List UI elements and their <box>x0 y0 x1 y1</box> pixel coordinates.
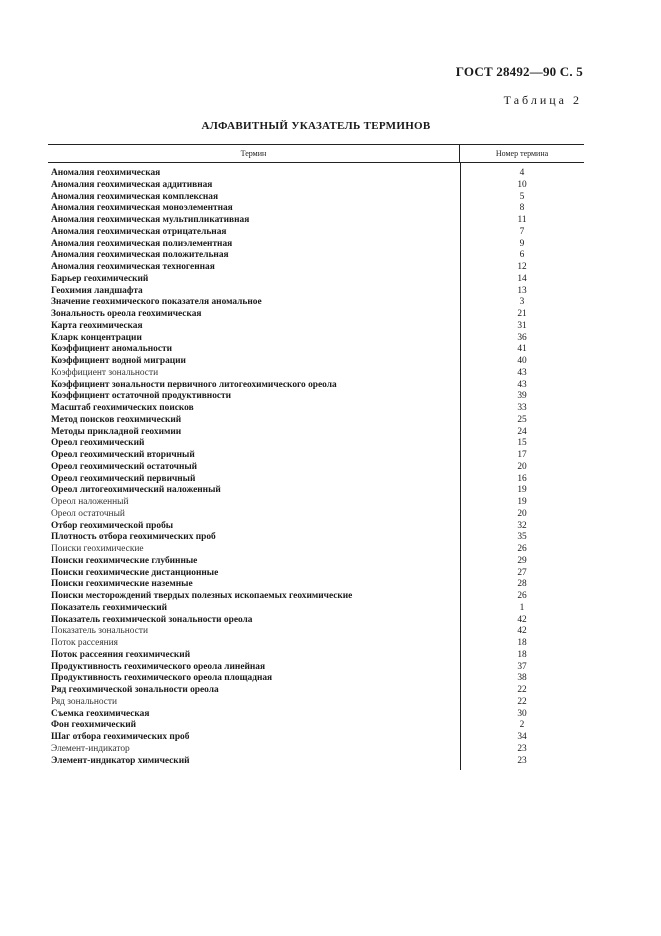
term-cell: Элемент-индикатор <box>51 743 130 754</box>
table-body <box>48 163 584 767</box>
term-cell: Ореол геохимический первичный <box>51 473 196 484</box>
table-row <box>48 591 584 603</box>
term-number-cell: 33 <box>517 403 527 413</box>
table-row <box>48 321 584 333</box>
term-number-cell: 39 <box>517 391 527 402</box>
term-number-cell: 10 <box>517 179 527 190</box>
term-number-cell: 19 <box>517 485 527 496</box>
term-cell: Аномалия геохимическая аддитивная <box>51 179 213 190</box>
table-row <box>48 239 584 251</box>
term-number-cell: 32 <box>517 520 527 531</box>
term-cell: Ряд зональности <box>51 696 118 707</box>
term-number-cell: 37 <box>517 661 527 672</box>
table-row <box>48 368 584 380</box>
term-cell: Поиски геохимические наземные <box>51 579 193 590</box>
term-cell: Ореол геохимический остаточный <box>51 461 198 472</box>
term-cell: Ореол геохимический <box>51 438 145 449</box>
term-number-cell: 11 <box>517 215 527 225</box>
term-number-cell: 23 <box>517 743 527 754</box>
term-cell: Зональность ореола геохимическая <box>51 309 202 319</box>
term-number-cell: 43 <box>517 367 527 378</box>
table-row <box>48 673 584 685</box>
term-number-cell: 16 <box>517 473 527 484</box>
table-row <box>48 180 584 192</box>
term-cell: Аномалия геохимическая техногенная <box>51 262 215 272</box>
term-cell: Ряд геохимической зональности ореола <box>51 685 219 695</box>
term-number-cell: 3 <box>519 297 525 308</box>
term-cell: Поиски геохимические <box>51 544 144 554</box>
term-number-cell: 6 <box>519 250 525 261</box>
table-row <box>48 462 584 474</box>
table-header <box>48 144 584 163</box>
term-number-cell: 20 <box>517 461 527 472</box>
table-row <box>48 544 584 556</box>
term-number-cell: 41 <box>517 344 527 355</box>
term-cell: Съемка геохимическая <box>51 708 150 719</box>
term-number-cell: 2 <box>519 720 525 731</box>
table-row <box>48 744 584 756</box>
term-number-cell: 14 <box>517 273 527 284</box>
table-row <box>48 709 584 721</box>
table-row <box>48 650 584 662</box>
table-row <box>48 227 584 239</box>
table-row <box>48 309 584 321</box>
document-reference: ГОСТ 28492—90 С. 5 <box>455 64 583 79</box>
term-number-cell: 36 <box>517 332 527 343</box>
term-number-cell: 42 <box>517 614 527 625</box>
table-row <box>48 356 584 368</box>
table-row <box>48 192 584 204</box>
term-number-cell: 22 <box>517 696 527 707</box>
term-cell: Коэффициент аномальности <box>51 344 172 355</box>
term-number-cell: 20 <box>517 508 527 519</box>
term-number-cell: 17 <box>517 450 527 460</box>
term-cell: Ореол наложенный <box>51 497 129 507</box>
term-number-cell: 22 <box>517 685 527 695</box>
table-row <box>48 203 584 215</box>
table-row <box>48 662 584 674</box>
table-row <box>48 568 584 580</box>
term-number-cell: 27 <box>517 567 527 578</box>
table-row <box>48 391 584 403</box>
term-number-cell: 8 <box>519 203 525 214</box>
column-header-term: Термин <box>48 145 460 162</box>
term-cell: Поиски геохимические глубинные <box>51 555 198 566</box>
term-cell: Коэффициент зональности первичного литогеохимического ореола <box>51 379 337 390</box>
term-number-cell: 30 <box>517 708 527 719</box>
term-number-cell: 5 <box>519 191 525 202</box>
table-row <box>48 262 584 274</box>
term-number-cell: 12 <box>517 262 527 272</box>
term-cell: Продуктивность геохимического ореола линейная <box>51 661 266 672</box>
term-number-cell: 7 <box>519 226 525 237</box>
term-cell: Элемент-индикатор химический <box>51 755 190 766</box>
term-cell: Метод поисков геохимический <box>51 414 182 425</box>
term-cell: Коэффициент остаточной продуктивности <box>51 391 232 402</box>
page-title: АЛФАВИТНЫЙ УКАЗАТЕЛЬ ТЕРМИНОВ <box>201 120 431 132</box>
table-row <box>48 697 584 709</box>
table-row <box>48 168 584 180</box>
term-cell: Поиски геохимические дистанционные <box>51 567 219 578</box>
term-cell: Отбор геохимической пробы <box>51 520 174 531</box>
table-row <box>48 638 584 650</box>
term-number-cell: 25 <box>517 414 527 425</box>
table-row <box>48 485 584 497</box>
table-row <box>48 450 584 462</box>
term-cell: Коэффициент водной миграции <box>51 356 186 366</box>
term-number-cell: 43 <box>517 379 527 390</box>
term-number-cell: 23 <box>517 755 527 766</box>
table-row <box>48 615 584 627</box>
term-cell: Карта геохимическая <box>51 320 143 331</box>
term-cell: Фон геохимический <box>51 720 137 731</box>
term-number-cell: 26 <box>517 544 527 554</box>
term-number-cell: 21 <box>517 309 527 319</box>
table-row <box>48 556 584 568</box>
term-cell: Ореол геохимический вторичный <box>51 450 195 460</box>
table-row <box>48 215 584 227</box>
column-header-number: Номер термина <box>495 149 549 158</box>
term-number-cell: 40 <box>517 356 527 366</box>
table-row <box>48 720 584 732</box>
term-number-cell: 18 <box>517 638 527 648</box>
term-number-cell: 31 <box>517 320 527 331</box>
term-number-cell: 15 <box>517 438 527 449</box>
term-cell: Аномалия геохимическая мультипликативная <box>51 215 250 225</box>
term-cell: Аномалия геохимическая полиэлементная <box>51 238 233 249</box>
table-label: Таблица 2 <box>503 93 582 107</box>
term-number-cell: 24 <box>517 426 527 437</box>
table-row <box>48 333 584 345</box>
table-row <box>48 286 584 298</box>
table-row <box>48 344 584 356</box>
term-number-cell: 28 <box>517 579 527 590</box>
term-cell: Кларк концентрации <box>51 332 142 343</box>
term-number-cell: 34 <box>517 732 527 742</box>
table-row <box>48 438 584 450</box>
term-cell: Ореол литогеохимический наложенный <box>51 485 221 496</box>
table-row <box>48 415 584 427</box>
terms-index-table <box>48 144 584 767</box>
table-row <box>48 497 584 509</box>
table-row <box>48 626 584 638</box>
term-cell: Поток рассеяния <box>51 638 118 648</box>
term-cell: Масштаб геохимических поисков <box>51 403 194 413</box>
term-number-cell: 35 <box>517 532 527 543</box>
term-number-cell: 9 <box>519 238 525 249</box>
table-row <box>48 380 584 392</box>
term-number-cell: 26 <box>517 591 527 601</box>
term-cell: Поиски месторождений твердых полезных ископаемых геохимические <box>51 591 353 601</box>
term-cell: Аномалия геохимическая отрицательная <box>51 226 227 237</box>
table-row <box>48 685 584 697</box>
term-number-cell: 29 <box>517 555 527 566</box>
table-row <box>48 732 584 744</box>
table-row <box>48 509 584 521</box>
table-row <box>48 427 584 439</box>
term-cell: Показатель геохимической зональности ореола <box>51 614 253 625</box>
term-cell: Показатель геохимический <box>51 602 168 613</box>
term-number-cell: 1 <box>519 602 525 613</box>
term-cell: Поток рассеяния геохимический <box>51 649 191 660</box>
term-cell: Продуктивность геохимического ореола площадная <box>51 673 273 684</box>
table-row <box>48 274 584 286</box>
table-row <box>48 603 584 615</box>
table-row <box>48 521 584 533</box>
term-cell: Геохимия ландшафта <box>51 285 143 296</box>
term-number-cell: 19 <box>517 497 527 507</box>
table-row <box>48 297 584 309</box>
term-cell: Аномалия геохимическая моноэлементная <box>51 203 233 214</box>
term-number-cell: 4 <box>519 168 525 178</box>
term-cell: Ореол остаточный <box>51 508 125 519</box>
term-number-cell: 42 <box>517 626 527 637</box>
term-cell: Шаг отбора геохимических проб <box>51 732 190 742</box>
table-row <box>48 532 584 544</box>
term-cell: Аномалия геохимическая комплексная <box>51 191 219 202</box>
term-cell: Аномалия геохимическая <box>51 168 161 178</box>
term-cell: Коэффициент зональности <box>51 367 159 378</box>
term-cell: Барьер геохимический <box>51 273 149 284</box>
term-number-cell: 38 <box>517 673 527 684</box>
term-cell: Аномалия геохимическая положительная <box>51 250 229 261</box>
term-cell: Плотность отбора геохимических проб <box>51 532 216 543</box>
table-row <box>48 474 584 486</box>
table-row <box>48 250 584 262</box>
term-cell: Показатель зональности <box>51 626 148 637</box>
term-cell: Методы прикладной геохимии <box>51 426 182 437</box>
term-number-cell: 13 <box>517 285 527 296</box>
term-cell: Значение геохимического показателя аномальное <box>51 297 262 308</box>
term-number-cell: 18 <box>517 649 527 660</box>
table-row <box>48 756 584 768</box>
table-row <box>48 579 584 591</box>
table-row <box>48 403 584 415</box>
